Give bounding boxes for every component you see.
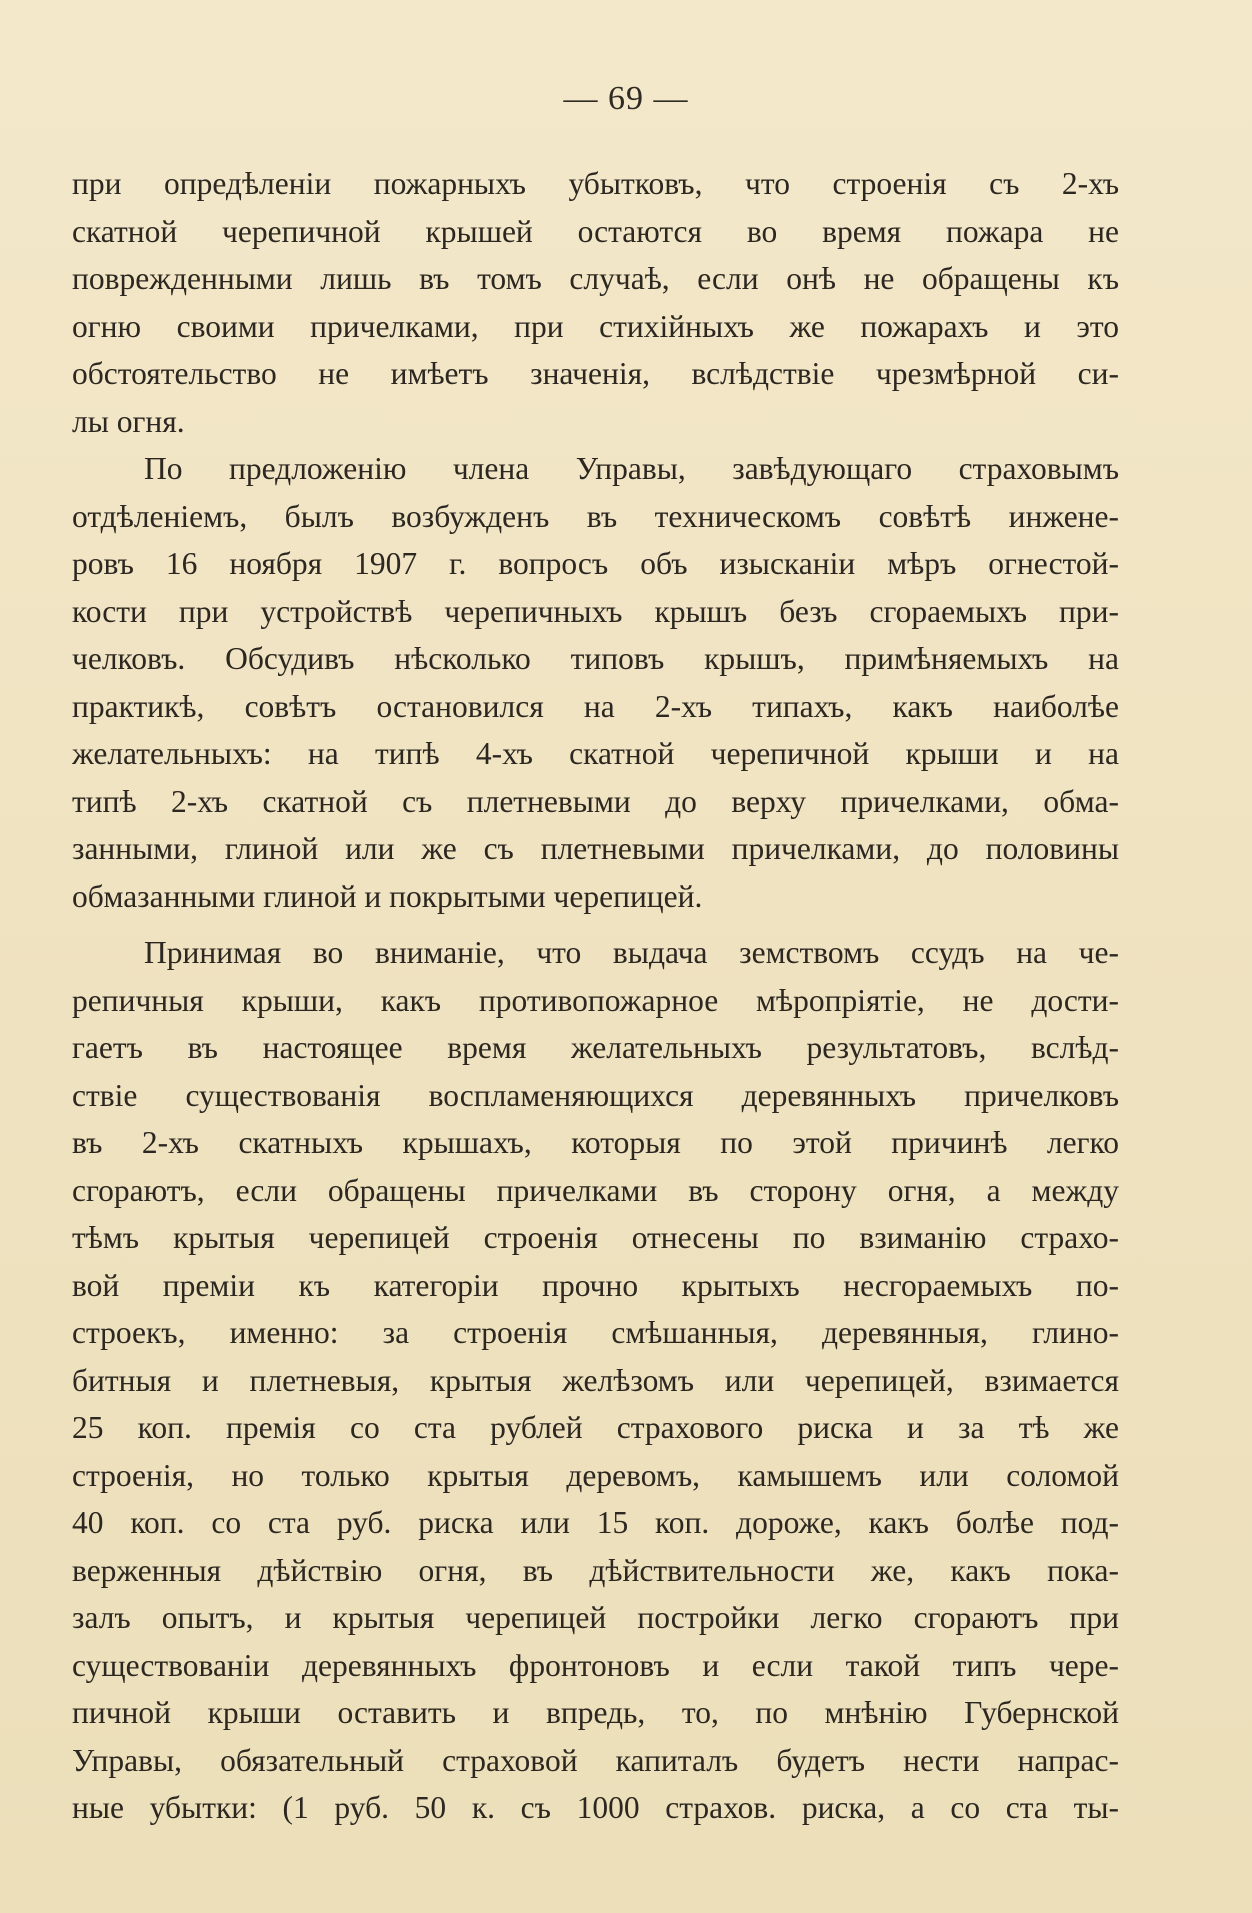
text-line: Принимая во вниманіе, что выдача земствомъ ссудъ на че- <box>144 935 1119 970</box>
text-line: По предложенію члена Управы, завѣдующаго страховымъ <box>144 451 1119 486</box>
text-line: типѣ 2-хъ скатной съ плетневыми до верху причелками, обма- <box>72 783 1119 819</box>
body-text <box>72 160 1119 1832</box>
text-line: Управы, обязательный страховой капиталъ будетъ нести напрас- <box>72 1742 1119 1778</box>
text-line: 40 коп. со ста руб. риска или 15 коп. дороже, какъ болѣе под- <box>72 1505 1119 1540</box>
text-line: строенія, но только крытыя деревомъ, камышемъ или соломой <box>72 1457 1119 1493</box>
text-line: строекъ, именно: за строенія смѣшанныя, деревянныя, глино- <box>72 1315 1119 1350</box>
paragraph-spacer <box>72 920 1119 929</box>
text-line: пичной крыши оставить и впредь, то, по мнѣнію Губернской <box>72 1695 1119 1730</box>
text-line: ные убытки: (1 руб. 50 к. съ 1000 страхов. риска, а со ста ты- <box>72 1790 1119 1825</box>
paragraph-2 <box>72 445 1119 920</box>
page-number: — 69 — <box>563 80 689 117</box>
text-line: челковъ. Обсудивъ нѣсколько типовъ крышъ, примѣняемыхъ на <box>72 641 1119 676</box>
paragraph-1 <box>72 160 1119 445</box>
text-line: отдѣленіемъ, былъ возбужденъ въ техническомъ совѣтѣ инжене- <box>72 498 1119 534</box>
text-line: залъ опытъ, и крытыя черепицей постройки легко сгораютъ при <box>72 1600 1119 1635</box>
text-line: гаетъ въ настоящее время желательныхъ результатовъ, вслѣд- <box>72 1030 1119 1065</box>
text-line: огню своими причелками, при стихійныхъ же пожарахъ и это <box>72 308 1119 344</box>
text-line: вой преміи къ категоріи прочно крытыхъ несгораемыхъ по- <box>72 1267 1119 1303</box>
text-line: желательныхъ: на типѣ 4-хъ скатной черепичной крыши и на <box>72 736 1119 771</box>
text-line: лы огня. <box>72 403 185 439</box>
text-line: ствіе существованія воспламеняющихся деревянныхъ причелковъ <box>72 1077 1119 1113</box>
text-line: репичныя крыши, какъ противопожарное мѣропріятіе, не дости- <box>72 982 1119 1018</box>
text-line: скатной черепичной крышей остаются во время пожара не <box>72 213 1119 249</box>
text-line: практикѣ, совѣтъ остановился на 2-хъ типахъ, какъ наиболѣе <box>72 688 1119 724</box>
text-line: верженныя дѣйствію огня, въ дѣйствительности же, какъ пока- <box>72 1552 1119 1588</box>
text-line: обстоятельство не имѣетъ значенія, вслѣдствіе чрезмѣрной си- <box>72 356 1119 391</box>
text-line: существованіи деревянныхъ фронтоновъ и если такой типъ чере- <box>72 1647 1119 1683</box>
text-line: 25 коп. премія со ста рублей страхового риска и за тѣ же <box>72 1410 1119 1445</box>
text-line: поврежденными лишь въ томъ случаѣ, если онѣ не обращены къ <box>72 261 1119 296</box>
text-line: обмазанными глиной и покрытыми черепицей. <box>72 878 703 914</box>
text-line: ровъ 16 ноября 1907 г. вопросъ объ изысканіи мѣръ огнестой- <box>72 546 1119 581</box>
paragraph-3 <box>72 929 1119 1832</box>
text-line: въ 2-хъ скатныхъ крышахъ, которыя по этой причинѣ легко <box>72 1125 1119 1160</box>
text-line: кости при устройствѣ черепичныхъ крышъ безъ сгораемыхъ при- <box>72 593 1119 629</box>
text-line: при опредѣленіи пожарныхъ убытковъ, что строенія съ 2-хъ <box>72 166 1119 201</box>
text-line: тѣмъ крытыя черепицей строенія отнесены по взиманію страхо- <box>72 1220 1119 1255</box>
text-line: занными, глиной или же съ плетневыми причелками, до половины <box>72 831 1119 866</box>
text-line: битныя и плетневыя, крытыя желѣзомъ или черепицей, взимается <box>72 1362 1119 1398</box>
text-line: сгораютъ, если обращены причелками въ сторону огня, а между <box>72 1172 1119 1208</box>
